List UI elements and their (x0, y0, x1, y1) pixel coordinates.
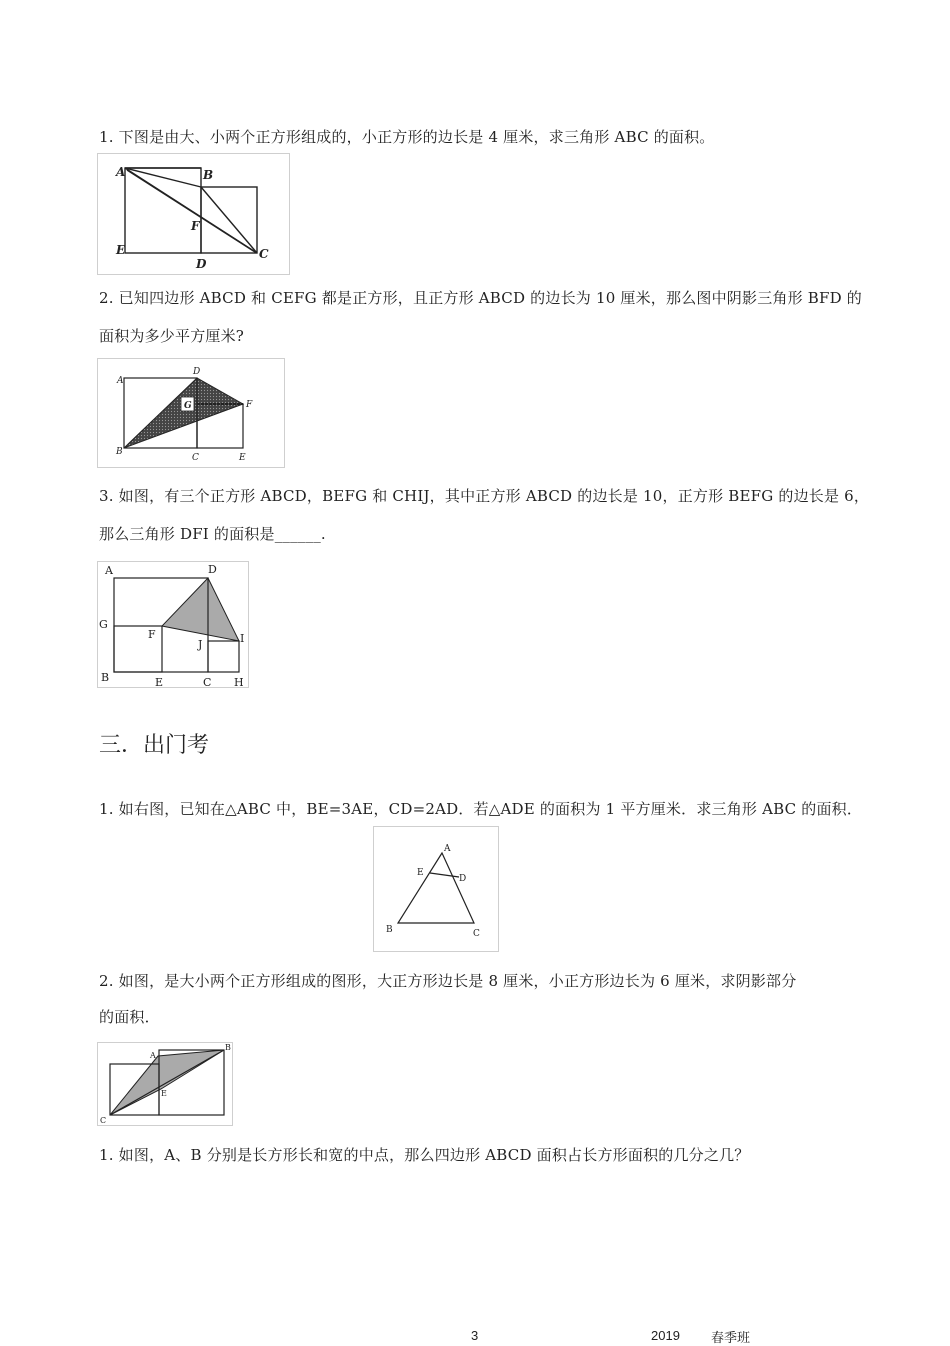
fig1-label-b: B (203, 168, 214, 182)
fig5-label-a: A (150, 1051, 156, 1060)
problem-2-text-line2: 面积为多少平方厘米? (99, 327, 245, 345)
exit-q2-text-line1: 2. 如图，是大小两个正方形组成的图形，大正方形边长是 8 厘米，小正方形边长为 6 厘米，求阴影部分 (99, 972, 797, 990)
fig4-label-b: B (386, 925, 393, 935)
fig3-label-c: C (203, 676, 212, 687)
fig2-label-g: G (184, 401, 192, 411)
figure-3-three-squares (97, 561, 249, 688)
fig2-label-b: B (116, 447, 123, 457)
fig1-label-c: C (259, 247, 269, 261)
fig3-label-i: I (240, 632, 245, 645)
fig1-label-d: D (196, 257, 207, 271)
fig2-label-d: D (193, 367, 201, 377)
figure-1-two-squares (97, 153, 290, 275)
fig3-label-g: G (99, 618, 108, 631)
problem-3-text-line1: 3. 如图，有三个正方形 ABCD，BEFG 和 CHIJ，其中正方形 ABCD 的边长是 10，正方形 BEFG 的边长是 6， (99, 487, 870, 505)
fig1-label-f: F (191, 219, 200, 233)
fig3-label-d: D (208, 563, 217, 576)
fig3-label-b: B (101, 671, 110, 684)
fig2-label-a: A (117, 376, 124, 386)
fig4-label-e: E (417, 868, 424, 878)
figure-4-triangle-abc (373, 826, 499, 952)
fig2-label-e: E (239, 453, 246, 463)
problem-2-text-line1: 2. 已知四边形 ABCD 和 CEFG 都是正方形，且正方形 ABCD 的边长为 10 厘米，那么图中阴影三角形 BFD 的 (99, 289, 862, 307)
fig1-label-a: A (116, 165, 126, 179)
fig3-label-a: A (105, 564, 113, 577)
fig4-label-a: A (444, 844, 451, 854)
problem-1-text: 1. 下图是由大、小两个正方形组成的，小正方形的边长是 4 厘米，求三角形 ABC 的面积。 (99, 128, 715, 146)
fig5-label-c: C (100, 1116, 107, 1125)
section-title-exit-test: 三．出门考 (99, 733, 210, 758)
fig3-label-e: E (155, 676, 164, 687)
footer-term: 春季班 (711, 1330, 751, 1345)
fig3-label-j: J (198, 638, 203, 651)
page-number: 3 (471, 1328, 479, 1343)
fig3-label-h: H (234, 676, 244, 687)
problem-3-text-line2: 那么三角形 DFI 的面积是______. (99, 525, 326, 543)
fig5-label-e: E (161, 1089, 167, 1098)
figure-2-squares-shaded-triangle (97, 358, 285, 468)
footer-year: 2019 (651, 1328, 680, 1343)
figure-5-two-squares-shaded (97, 1042, 233, 1126)
fig2-label-c: C (192, 453, 199, 463)
exit-q1-text: 1. 如右图，已知在△ABC 中，BE=3AE，CD=2AD．若△ADE 的面积为 1 平方厘米．求三角形 ABC 的面积． (99, 800, 863, 818)
fig4-label-c: C (473, 929, 480, 939)
fig5-label-b: B (225, 1043, 231, 1052)
fig2-label-f: F (246, 400, 253, 410)
fig4-label-d: D (459, 874, 467, 884)
exit-q2-text-line2: 的面积． (99, 1008, 160, 1026)
fig1-label-e: E (116, 243, 126, 257)
fig3-label-f: F (148, 628, 156, 641)
exit-q3-text: 1. 如图，A、B 分别是长方形长和宽的中点，那么四边形 ABCD 面积占长方形面积的几分之几？ (99, 1146, 750, 1164)
